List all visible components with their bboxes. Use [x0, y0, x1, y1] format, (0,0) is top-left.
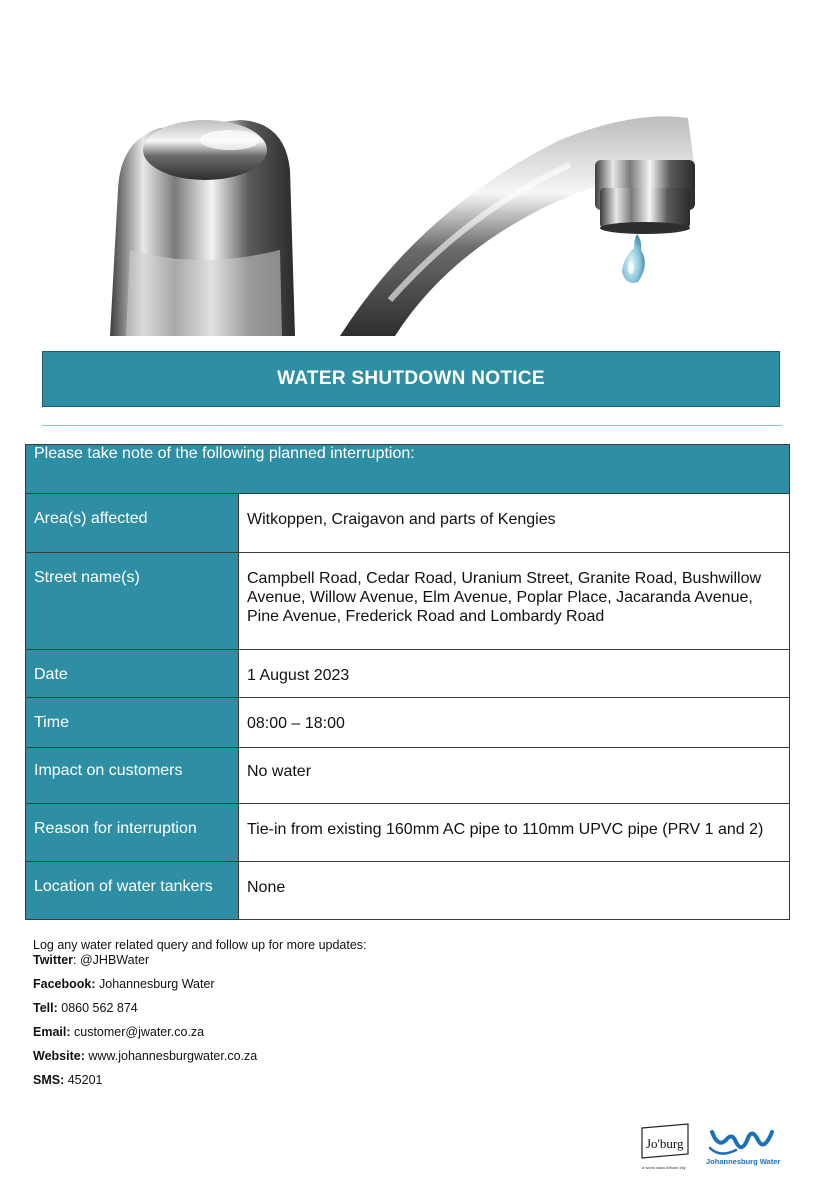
table-row-reason — [26, 804, 790, 862]
joburg-logo — [642, 1124, 688, 1170]
row-value: None — [239, 862, 790, 920]
notice-title-banner — [42, 351, 780, 407]
table-row-area — [26, 494, 790, 553]
joburg-tagline: a world class African city — [642, 1165, 686, 1170]
contact-facebook — [33, 977, 593, 992]
divider — [42, 425, 782, 426]
contact-lead-text: Log any water related query and follow up for more updates: — [33, 938, 367, 952]
row-label: Reason for interruption — [26, 804, 239, 862]
contact-label: Website: — [33, 1049, 85, 1063]
table-row-impact — [26, 748, 790, 804]
row-label: Time — [26, 698, 239, 748]
sms-number: 45201 — [64, 1073, 103, 1087]
email-link[interactable]: customer@jwater.co.za — [70, 1025, 205, 1039]
website-link[interactable]: www.johannesburgwater.co.za — [84, 1049, 258, 1063]
contact-label: Tell: — [33, 1001, 58, 1015]
row-label: Impact on customers — [26, 748, 239, 804]
contact-label: Facebook: — [33, 977, 96, 991]
table-row-time — [26, 698, 790, 748]
contact-details — [33, 937, 593, 1088]
contact-label: Email: — [33, 1025, 71, 1039]
page-title: WATER SHUTDOWN NOTICE — [277, 368, 545, 389]
interruption-details-table — [25, 444, 790, 920]
row-label: Street name(s) — [26, 553, 239, 650]
phone-number[interactable]: 0860 562 874 — [57, 1001, 138, 1015]
table-row-date — [26, 650, 790, 698]
row-label: Date — [26, 650, 239, 698]
twitter-handle-link[interactable]: : @JHBWater — [73, 953, 150, 967]
johannesburg-water-logo — [706, 1132, 780, 1166]
row-value: Tie-in from existing 160mm AC pipe to 110mm UPVC pipe (PRV 1 and 2) — [239, 804, 790, 862]
row-value: Witkoppen, Craigavon and parts of Kengies — [239, 494, 790, 553]
dripping-tap-image — [90, 100, 730, 336]
contact-sms — [33, 1073, 593, 1088]
logos — [640, 1118, 785, 1174]
row-value: 1 August 2023 — [239, 650, 790, 698]
contact-twitter — [33, 953, 593, 968]
johannesburg-water-text: Johannesburg Water — [706, 1157, 781, 1166]
table-row-streets — [26, 553, 790, 650]
contact-website — [33, 1049, 593, 1064]
row-label: Area(s) affected — [26, 494, 239, 553]
row-value: 08:00 – 18:00 — [239, 698, 790, 748]
row-value: Campbell Road, Cedar Road, Uranium Street, Granite Road, Bushwillow Avenue, Willow Avenue, Elm Avenue, Poplar Place, Jacaranda Avenue, Pine Avenue, Frederick Road and Lombardy Road — [239, 553, 790, 650]
table-intro-row — [26, 445, 790, 494]
intro-text: Please take note of the following planned interruption: — [26, 445, 790, 494]
contact-label: SMS: — [33, 1073, 65, 1087]
contact-email — [33, 1025, 593, 1040]
facebook-link[interactable]: Johannesburg Water — [95, 977, 215, 991]
row-value: No water — [239, 748, 790, 804]
row-label: Location of water tankers — [26, 862, 239, 920]
joburg-logo-text: Jo'burg — [646, 1136, 684, 1151]
contact-label: Twitter — [33, 953, 74, 967]
contact-phone — [33, 1001, 593, 1016]
table-row-tankers — [26, 862, 790, 920]
